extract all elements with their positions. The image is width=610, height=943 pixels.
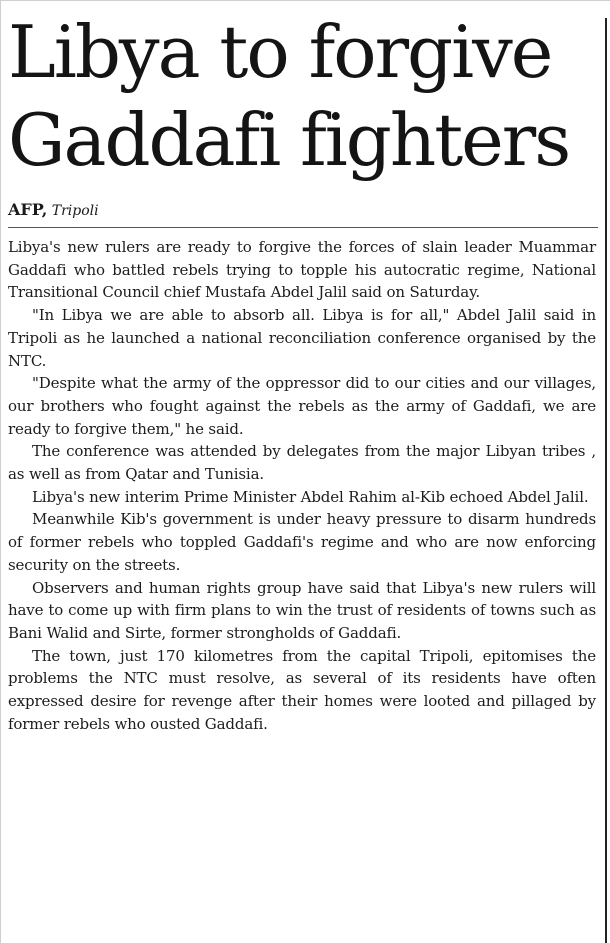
article-paragraph: "Despite what the army of the oppressor did to our cities and our villages, our brothers who fought against the rebels as the army of Gaddafi, we are ready to forgive them," he said. xyxy=(8,374,596,438)
byline-agency: AFP, xyxy=(8,200,48,219)
article-paragraph: The town, just 170 kilometres from the capital Tripoli, epitomises the problems the NTC must resolve, as several of its residents have often expressed desire for revenge after their homes were looted and pillaged by former rebels who ousted Gaddafi. xyxy=(8,646,596,733)
byline xyxy=(8,201,99,220)
headline xyxy=(8,8,598,184)
headline-line-1: Libya to forgive xyxy=(8,10,552,94)
byline-divider xyxy=(8,227,598,228)
article-paragraph: Libya's new rulers are ready to forgive the forces of slain leader Muammar Gaddafi who battled rebels trying to topple his autocratic regime, National Transitional Council chief Mustafa Abdel Jalil said on Saturday. xyxy=(8,238,596,302)
article-paragraph: "In Libya we are able to absorb all. Libya is for all," Abdel Jalil said in Tripoli as he launched a national reconciliation conference organised by the NTC. xyxy=(8,306,596,370)
article-paragraph: Observers and human rights group have said that Libya's new rulers will have to come up with firm plans to win the trust of residents of towns such as Bani Walid and Sirte, former strongholds of Gaddafi. xyxy=(8,578,596,642)
headline-line-2: Gaddafi fighters xyxy=(8,98,570,182)
article-body xyxy=(8,236,596,735)
article-paragraph: Libya's new interim Prime Minister Abdel Rahim al-Kib echoed Abdel Jalil. xyxy=(32,487,589,506)
column-rule xyxy=(605,18,607,943)
article-paragraph: Meanwhile Kib's government is under heavy pressure to disarm hundreds of former rebels who toppled Gaddafi's regime and who are now enforcing security on the streets. xyxy=(8,510,596,574)
byline-dateline: Tripoli xyxy=(51,203,99,219)
article-paragraph: The conference was attended by delegates from the major Libyan tribes , as well as from Qatar and Tunisia. xyxy=(8,442,596,484)
